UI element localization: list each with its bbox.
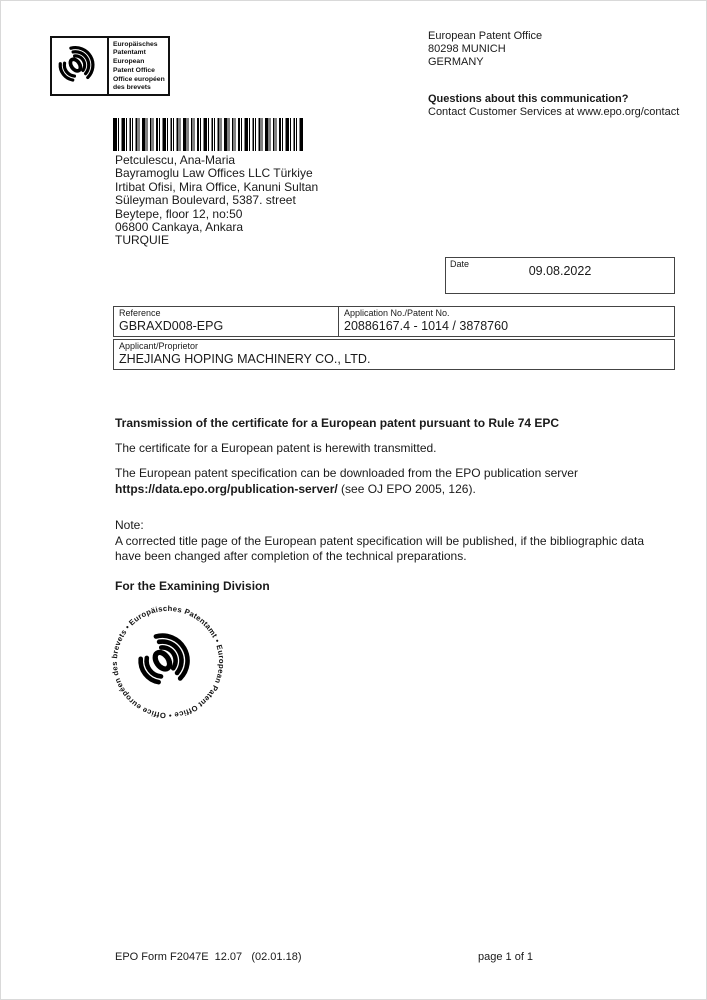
footer-form-number: EPO Form F2047E 12.07 (02.01.18) <box>115 951 302 963</box>
office-address-line: European Patent Office <box>428 30 543 42</box>
publication-server-url: https://data.epo.org/publication-server/ <box>115 481 338 496</box>
note-label: Note: <box>115 518 144 532</box>
note-line: A corrected title page of the European patent specification will be published, if the bibliographic data <box>115 533 645 548</box>
signoff-line: For the Examining Division <box>115 578 270 593</box>
note-block <box>115 518 681 565</box>
reference-cell <box>114 307 338 336</box>
applicant-value: ZHEJIANG HOPING MACHINERY CO., LTD. <box>119 352 371 366</box>
reference-value: GBRAXD008-EPG <box>119 319 224 333</box>
table-row <box>113 306 675 337</box>
barcode <box>113 118 303 151</box>
epo-logo-text <box>109 38 168 94</box>
questions-contact: Contact Customer Services at www.epo.org/contact <box>428 106 680 119</box>
recipient-line: Bayramoglu Law Offices LLC Türkiye <box>115 166 313 181</box>
recipient-line: TURQUIE <box>115 233 169 248</box>
application-value: 20886167.4 - 1014 / 3878760 <box>344 319 509 333</box>
seal-logo-icon <box>141 636 188 683</box>
epo-logo-icon <box>52 38 109 94</box>
note-line: have been changed after completion of the technical preparations. <box>115 549 467 563</box>
letter-body <box>115 416 681 594</box>
recipient-line: Beytepe, floor 12, no:50 <box>115 206 243 221</box>
paragraph-line <box>115 482 681 498</box>
application-cell <box>338 307 674 336</box>
seal-ring-text: Europäisches Patentamt • European Patent Office • Office européen des brevets • <box>109 603 227 721</box>
date-value: 09.08.2022 <box>528 264 592 278</box>
date-label: Date <box>450 259 470 269</box>
applicant-label: Applicant/Proprietor <box>119 341 199 351</box>
epo-logo-text-fr: Office européen des brevets <box>113 75 165 91</box>
questions-block <box>428 93 679 119</box>
paragraph: The certificate for a European patent is herewith transmitted. <box>115 440 437 455</box>
date-box <box>445 257 675 294</box>
office-address <box>428 30 542 70</box>
recipient-address <box>115 154 318 248</box>
office-address-line: 80298 MUNICH <box>428 43 506 56</box>
reference-label: Reference <box>119 308 161 318</box>
table-row <box>113 339 675 370</box>
epo-logo-text-de: Europäisches Patentamt <box>113 41 158 57</box>
questions-heading: Questions about this communication? <box>428 93 629 105</box>
reference-table <box>113 306 675 370</box>
paragraph-tail: (see OJ EPO 2005, 126). <box>337 481 476 496</box>
epo-seal <box>104 598 232 726</box>
recipient-line: 06800 Cankaya, Ankara <box>115 220 244 235</box>
applicant-cell <box>114 340 674 369</box>
epo-logo-text-en: European Patent Office <box>113 58 155 74</box>
subject-line: Transmission of the certificate for a European patent pursuant to Rule 74 EPC <box>115 416 560 430</box>
recipient-line: Petculescu, Ana-Maria <box>115 153 236 167</box>
epo-logo-box <box>50 36 170 96</box>
paragraph <box>115 466 681 497</box>
recipient-line: Süleyman Boulevard, 5387. street <box>115 193 296 208</box>
application-label: Application No./Patent No. <box>344 308 450 318</box>
office-address-line: GERMANY <box>428 56 484 69</box>
footer-page-number: page 1 of 1 <box>478 951 534 963</box>
recipient-line: Irtibat Ofisi, Mira Office, Kanuni Sultan <box>115 179 319 194</box>
paragraph-line: The European patent specification can be downloaded from the EPO publication server <box>115 466 578 480</box>
